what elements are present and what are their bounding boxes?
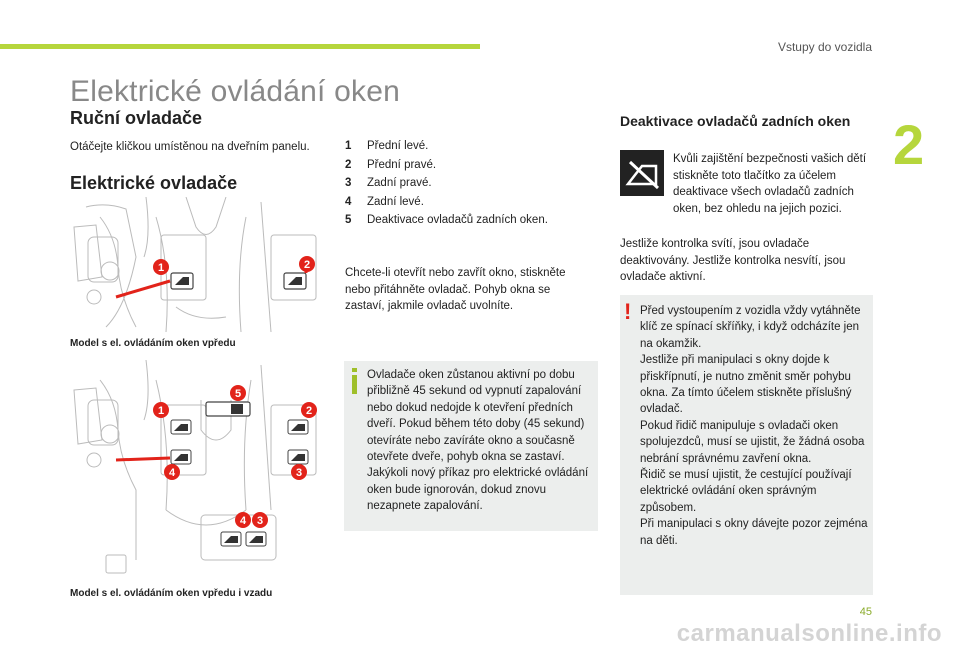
f2-callout-5: 5 <box>234 388 242 400</box>
manual-text: Otáčejte kličkou umístěnou na dveřním panelu. <box>70 141 310 153</box>
list-item: 1 Přední levé. <box>345 140 429 152</box>
f2-callout-2: 2 <box>305 405 313 417</box>
watermark: carmanualsonline.info <box>676 620 942 647</box>
warning-icon: ! <box>624 299 632 324</box>
figure-front-rear-windows <box>66 360 324 582</box>
f2-callout-4b: 4 <box>239 515 247 527</box>
info-icon <box>351 368 358 394</box>
indicator-light-text: Jestliže kontrolka svítí, jsou ovladače deaktivovány. Jestliže kontrolka nesvítí, jsou ovladače aktivní. <box>620 238 846 283</box>
chapter-number: 2 <box>893 113 925 176</box>
heading-deactivation: Deaktivace ovladačů zadních oken <box>620 113 851 129</box>
section-label: Vstupy do vozidla <box>777 40 872 54</box>
info-box <box>344 361 598 531</box>
f2-callout-3: 3 <box>295 467 303 479</box>
page-number: 45 <box>859 606 872 618</box>
caption-front-rear: Model s el. ovládáním oken vpředu i vzadu <box>70 588 273 599</box>
open-close-text: Chcete-li otevřít nebo zavřít okno, stiskněte nebo přitáhněte ovladač. Pohyb okna se zastaví, jakmile ovladač uvolníte. <box>345 267 566 312</box>
f2-callout-3b: 3 <box>256 515 264 527</box>
callout-2-label: 2 <box>303 259 311 271</box>
callout-1-label: 1 <box>157 262 165 274</box>
heading-electric: Elektrické ovladače <box>70 173 238 193</box>
f2-callout-1: 1 <box>157 405 165 417</box>
list-item: 2 Přední pravé. <box>345 158 437 171</box>
info-text: Ovladače oken zůstanou aktivní po dobu přibližně 45 sekund od vypnutí zapalování nebo dokud nedojde k otevření předních dveří. Pokud během této doby (45 sekund) otevíráte nebo zavíráte okno a současně otevřete dveře, pohyb okna se zastaví. Jakýkoli nový příkaz pro elektrické ovládání oken bude ignorován, dokud znovu nezapnete zapalování. <box>367 369 589 513</box>
caption-front: Model s el. ovládáním oken vpředu <box>70 338 236 349</box>
top-accent-bar <box>0 44 480 49</box>
warning-box <box>620 295 873 595</box>
controls-list <box>345 137 605 230</box>
list-item: 3 Zadní pravé. <box>345 177 432 189</box>
f2-callout-4: 4 <box>168 467 176 479</box>
rear-window-lock-icon <box>620 150 664 196</box>
page-title: Elektrické ovládání oken <box>70 75 400 108</box>
list-item: 5 Deaktivace ovladačů zadních oken. <box>345 214 548 226</box>
warning-text: Před vystoupením z vozidla vždy vytáhněte klíč ze spínací skříňky, i když odcházíte jen na okamžik. Jestliže při manipulaci s okny dojde k přiskřípnutí, je nutno změnit směr pohybu okna. Za tímto účelem stiskněte příslušný ovladač. Pokud řidič manipuluje s ovladači oken spolujezdců, musí se ujistit, že žádná osoba nebrání správnému zavření okna. Řidič se musí ujistit, že cestující používají elektrické ovládání oken správným způsobem. Při manipulaci s okny dávejte pozor zejména na děti. <box>640 305 868 547</box>
heading-manual: Ruční ovladače <box>70 108 203 128</box>
figure-front-windows <box>66 197 324 332</box>
deactivation-text: Kvůli zajištění bezpečnosti vašich dětí stiskněte toto tlačítko za účelem deaktivace všech ovladačů zadních oken, bez ohledu na jejich pozici. <box>673 153 867 215</box>
list-item: 4 Zadní levé. <box>345 195 424 208</box>
